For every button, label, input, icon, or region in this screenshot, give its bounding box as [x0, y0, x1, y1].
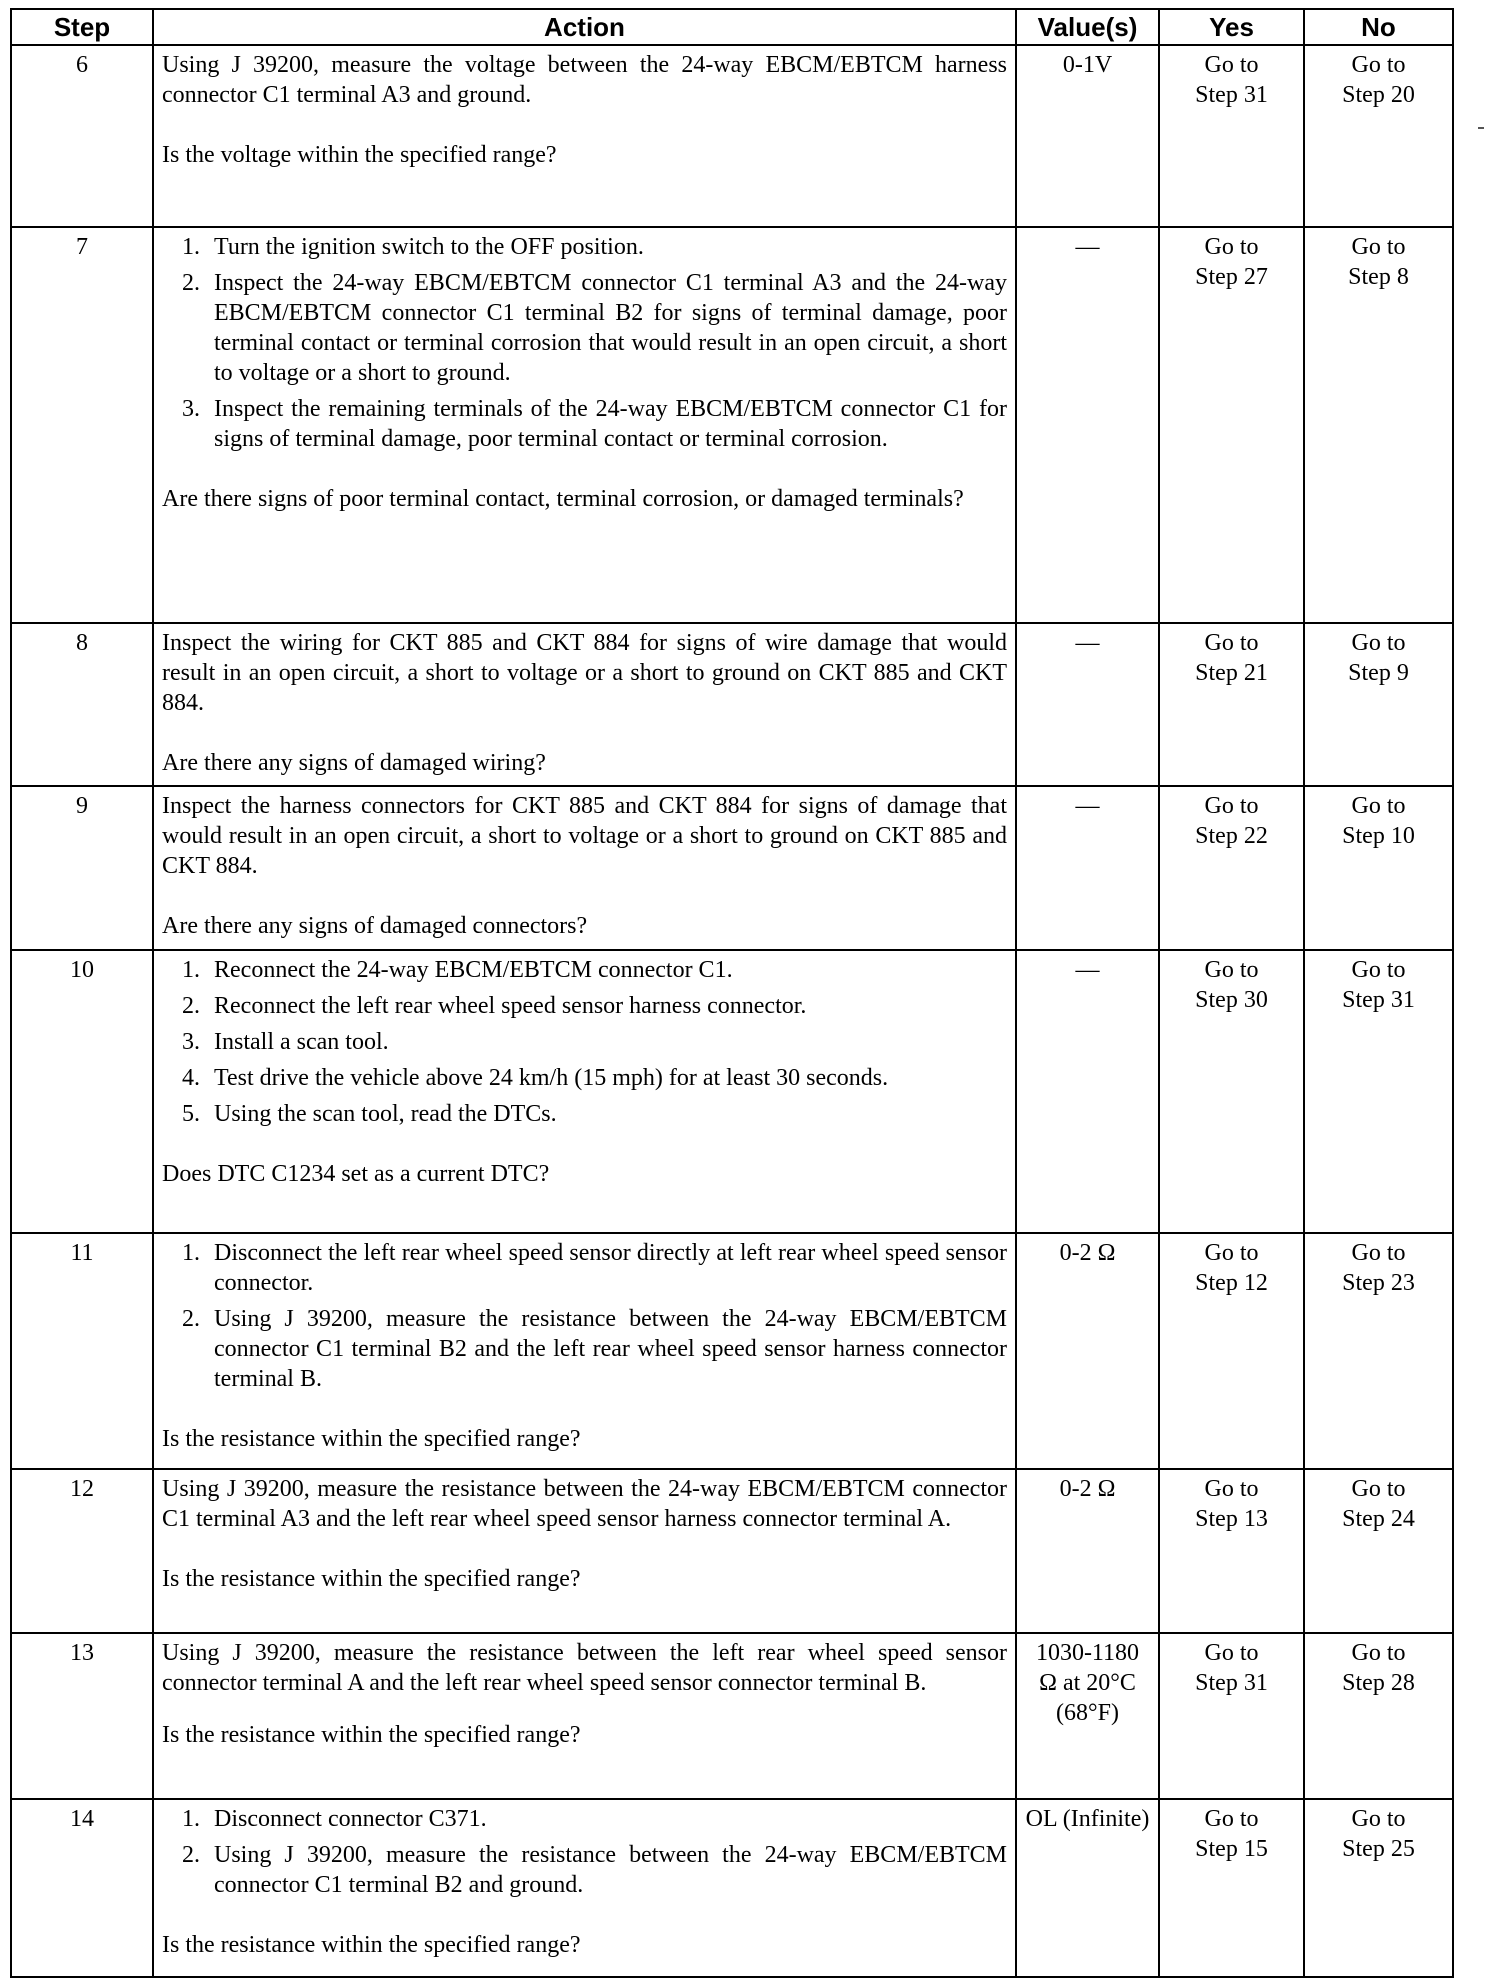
action-list [162, 955, 1007, 1129]
action-cell [153, 1233, 1016, 1469]
list-item: 3. Install a scan tool. [182, 1029, 389, 1055]
action-question: Is the resistance within the specified range? [162, 1722, 581, 1748]
yes-cell: Go to Step 21 [1159, 623, 1304, 786]
no-cell: Go to Step 8 [1304, 227, 1453, 623]
step-number: 9 [11, 786, 153, 950]
action-question: Are there any signs of damaged connectors? [162, 913, 588, 939]
value-cell: — [1016, 623, 1159, 786]
action-cell [153, 1469, 1016, 1633]
action-cell [153, 227, 1016, 623]
header-yes: Yes [1159, 9, 1304, 45]
no-cell: Go to Step 28 [1304, 1633, 1453, 1799]
action-text: Inspect the harness connectors for CKT 885 and CKT 884 for signs of damage that would result in an open circuit, a short to voltage or a short to ground on CKT 885 and CKT 884. [162, 793, 1007, 879]
table-row [11, 950, 1453, 1233]
yes-cell: Go to Step 31 [1159, 45, 1304, 227]
header-row [11, 9, 1453, 45]
action-question: Is the resistance within the specified range? [162, 1566, 581, 1592]
action-text: Using J 39200, measure the resistance between the 24-way EBCM/EBTCM connector C1 terminal A3 and the left rear wheel speed sensor harness connector terminal A. [162, 1476, 1007, 1532]
list-item: 1. Disconnect the left rear wheel speed sensor directly at left rear wheel speed sensor connector. [182, 1240, 1007, 1296]
step-number: 13 [11, 1633, 153, 1799]
action-list [162, 232, 1007, 454]
value-cell: OL (Infinite) [1016, 1799, 1159, 1977]
header-action: Action [153, 9, 1016, 45]
diagnostic-table [10, 8, 1454, 1978]
action-cell [153, 1799, 1016, 1977]
no-cell: Go to Step 20 [1304, 45, 1453, 227]
action-list [162, 1804, 1007, 1900]
action-cell [153, 623, 1016, 786]
value-cell: 1030-1180 Ω at 20°C (68°F) [1016, 1633, 1159, 1799]
action-cell [153, 1633, 1016, 1799]
table-row [11, 1469, 1453, 1633]
list-item: 2. Using J 39200, measure the resistance between the 24-way EBCM/EBTCM connector C1 terminal B2 and ground. [182, 1842, 1007, 1898]
table-row [11, 786, 1453, 950]
step-number: 7 [11, 227, 153, 623]
no-cell: Go to Step 25 [1304, 1799, 1453, 1977]
action-cell [153, 950, 1016, 1233]
table-row [11, 623, 1453, 786]
list-item: 1. Reconnect the 24-way EBCM/EBTCM connector C1. [182, 957, 733, 983]
yes-cell: Go to Step 27 [1159, 227, 1304, 623]
action-question: Is the resistance within the specified range? [162, 1426, 581, 1452]
header-step: Step [11, 9, 153, 45]
list-item: 1. Turn the ignition switch to the OFF position. [182, 234, 644, 260]
value-cell: 0-2 Ω [1016, 1233, 1159, 1469]
action-list [162, 1238, 1007, 1394]
action-question: Does DTC C1234 set as a current DTC? [162, 1161, 550, 1187]
action-cell [153, 786, 1016, 950]
no-cell: Go to Step 10 [1304, 786, 1453, 950]
action-text: Using J 39200, measure the voltage between the 24-way EBCM/EBTCM harness connector C1 terminal A3 and ground. [162, 52, 1007, 108]
no-cell: Go to Step 31 [1304, 950, 1453, 1233]
yes-cell: Go to Step 30 [1159, 950, 1304, 1233]
value-cell: — [1016, 227, 1159, 623]
margin-mark [1478, 127, 1484, 129]
list-item: 2. Inspect the 24-way EBCM/EBTCM connector C1 terminal A3 and the 24-way EBCM/EBTCM connector C1 terminal B2 for signs of terminal damage, poor terminal contact or terminal corrosion that would result in an open circuit, a short to voltage or a short to ground. [182, 270, 1007, 386]
list-item: 5. Using the scan tool, read the DTCs. [182, 1101, 557, 1127]
value-cell: 0-1V [1016, 45, 1159, 227]
value-cell: — [1016, 786, 1159, 950]
action-question: Are there any signs of damaged wiring? [162, 750, 546, 776]
table-row [11, 1233, 1453, 1469]
step-number: 10 [11, 950, 153, 1233]
yes-cell: Go to Step 31 [1159, 1633, 1304, 1799]
header-values: Value(s) [1016, 9, 1159, 45]
list-item: 2. Reconnect the left rear wheel speed sensor harness connector. [182, 993, 807, 1019]
yes-cell: Go to Step 22 [1159, 786, 1304, 950]
yes-cell: Go to Step 12 [1159, 1233, 1304, 1469]
yes-cell: Go to Step 15 [1159, 1799, 1304, 1977]
header-no: No [1304, 9, 1453, 45]
list-item: 1. Disconnect connector C371. [182, 1806, 487, 1832]
no-cell: Go to Step 9 [1304, 623, 1453, 786]
list-item: 4. Test drive the vehicle above 24 km/h (15 mph) for at least 30 seconds. [182, 1065, 889, 1091]
step-number: 6 [11, 45, 153, 227]
list-item: 3. Inspect the remaining terminals of the 24-way EBCM/EBTCM connector C1 for signs of terminal damage, poor terminal contact or terminal corrosion. [182, 396, 1007, 452]
action-cell [153, 45, 1016, 227]
yes-cell: Go to Step 13 [1159, 1469, 1304, 1633]
step-number: 12 [11, 1469, 153, 1633]
action-text: Inspect the wiring for CKT 885 and CKT 884 for signs of wire damage that would result in an open circuit, a short to voltage or a short to ground on CKT 885 and CKT 884. [162, 630, 1007, 716]
step-number: 8 [11, 623, 153, 786]
step-number: 11 [11, 1233, 153, 1469]
action-question: Are there signs of poor terminal contact, terminal corrosion, or damaged terminals? [162, 486, 964, 512]
table-row [11, 45, 1453, 227]
table-row [11, 1799, 1453, 1977]
list-item: 2. Using J 39200, measure the resistance between the 24-way EBCM/EBTCM connector C1 terminal B2 and the left rear wheel speed sensor harness connector terminal B. [182, 1306, 1007, 1392]
no-cell: Go to Step 24 [1304, 1469, 1453, 1633]
diagnostic-page [10, 8, 1452, 1978]
table-row [11, 1633, 1453, 1799]
value-cell: — [1016, 950, 1159, 1233]
action-question: Is the resistance within the specified range? [162, 1932, 581, 1958]
value-cell: 0-2 Ω [1016, 1469, 1159, 1633]
action-text: Using J 39200, measure the resistance between the left rear wheel speed sensor connector terminal A and the left rear wheel speed sensor connector terminal B. [162, 1640, 1007, 1696]
table-row [11, 227, 1453, 623]
step-number: 14 [11, 1799, 153, 1977]
action-question: Is the voltage within the specified range? [162, 142, 557, 168]
no-cell: Go to Step 23 [1304, 1233, 1453, 1469]
